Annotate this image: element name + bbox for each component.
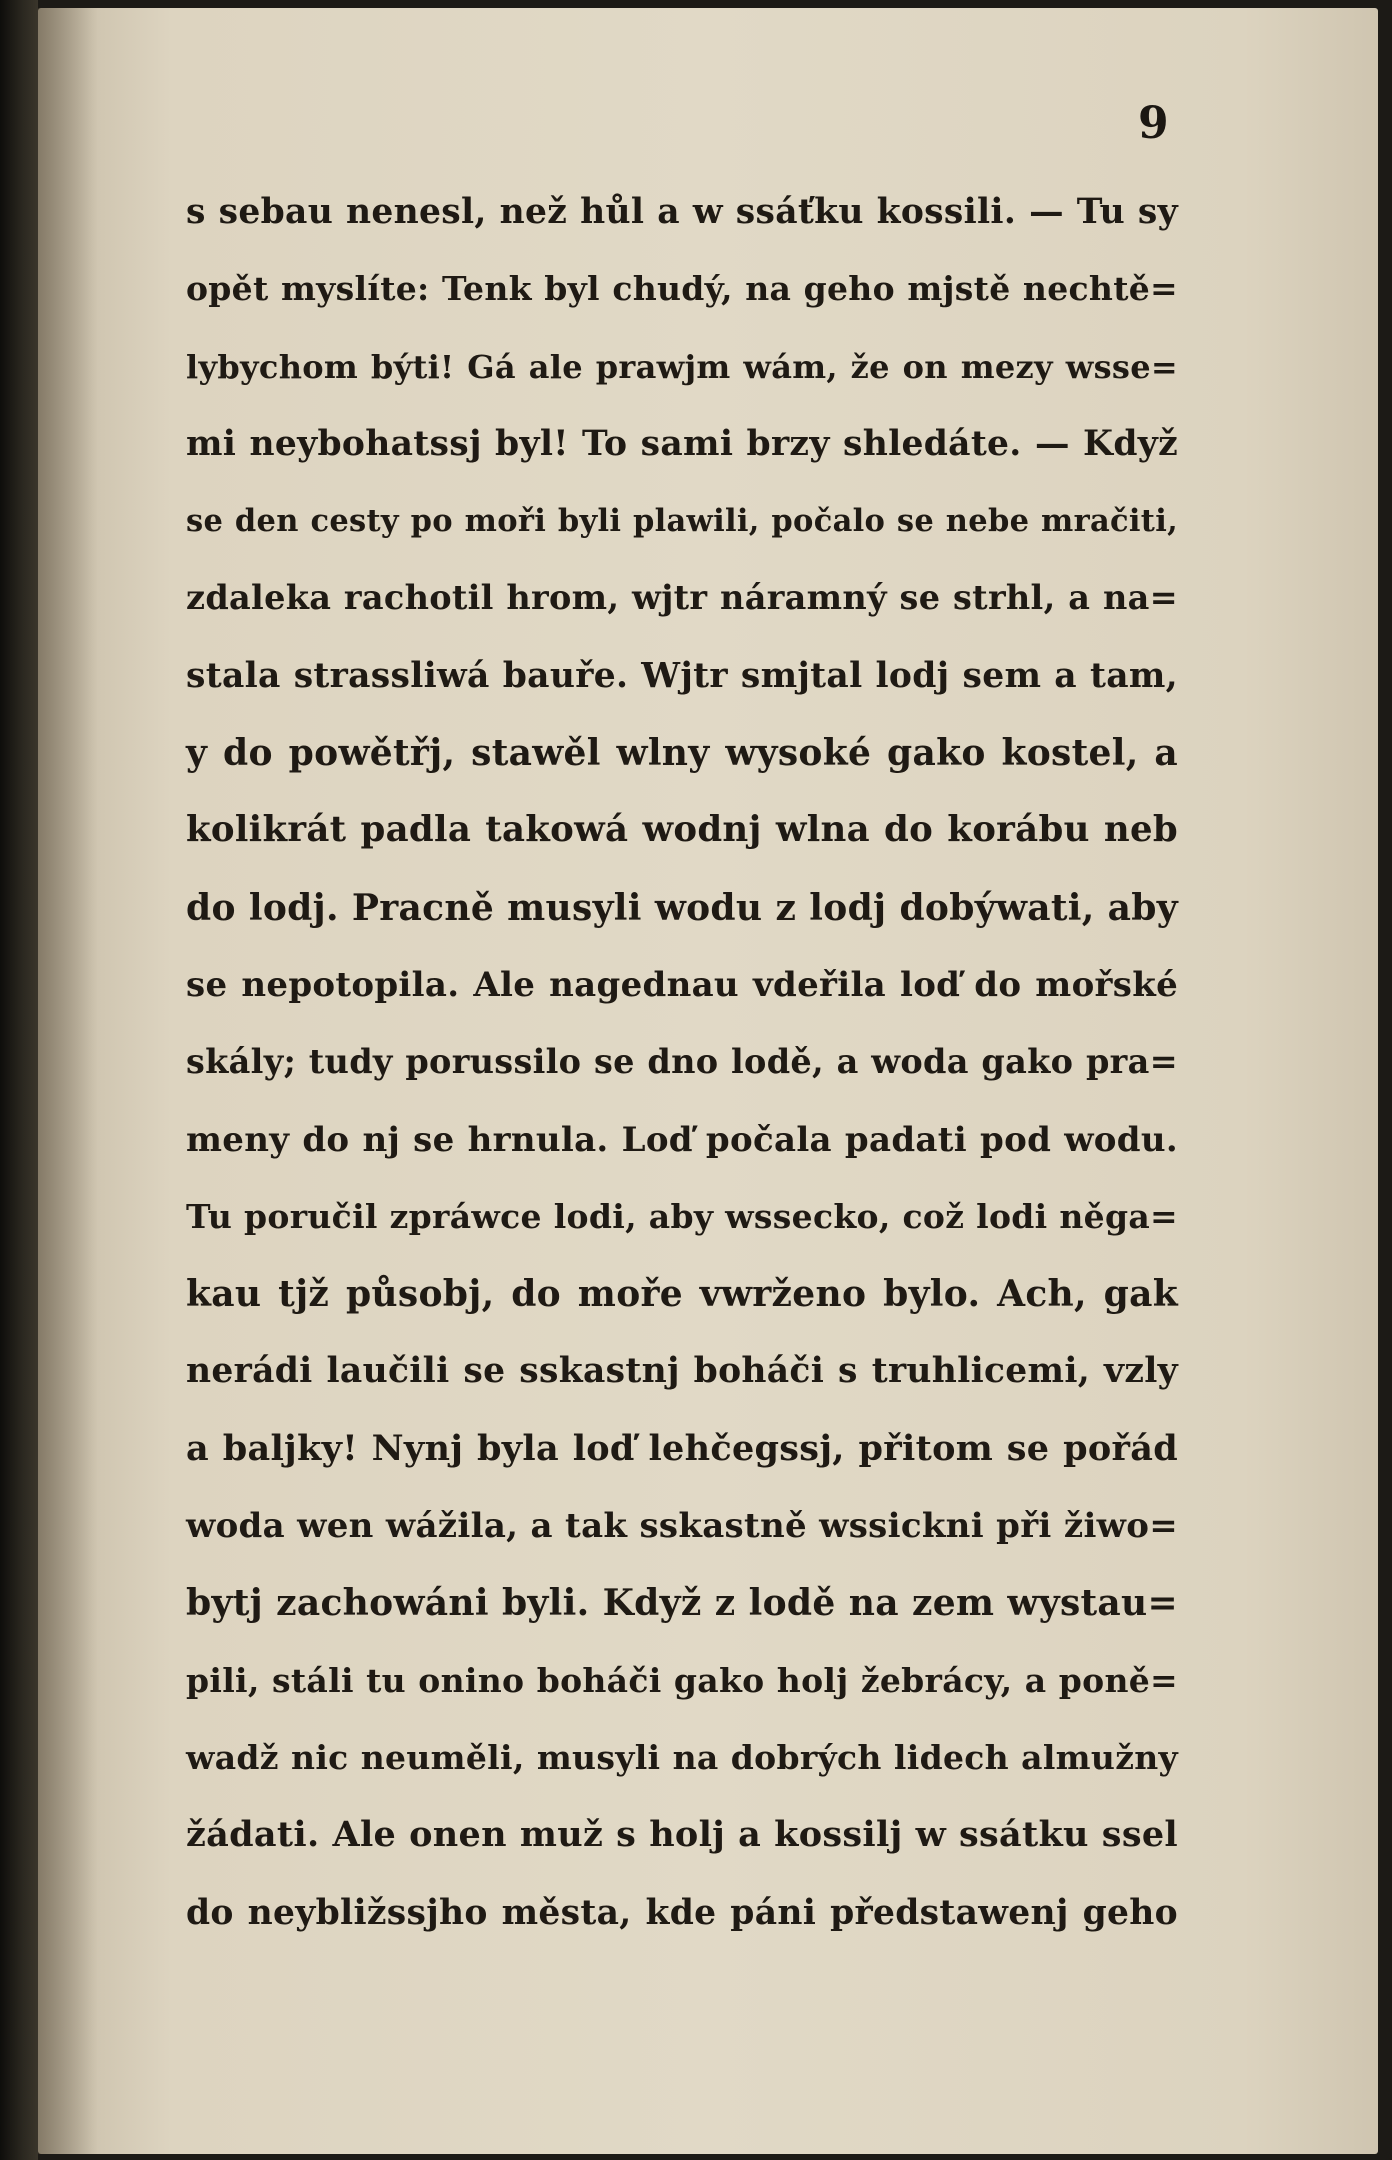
text-line: kau tjž působj, do moře vwrženo bylo. Ach, gak: [186, 1273, 1178, 1316]
page-number: 9: [1138, 98, 1169, 149]
text-line: s sebau nenesl, než hůl a w ssáťku kossili. — Tu sy: [186, 192, 1178, 232]
text-line: stala strassliwá bauře. Wjtr smjtal lodj sem a tam,: [186, 655, 1178, 696]
text-line: kolikrát padla takowá wodnj wlna do korábu neb: [186, 809, 1178, 851]
text-line: y do powětřj, stawěl wlny wysoké gako kostel, a: [186, 732, 1178, 775]
book-gutter: [0, 0, 38, 2160]
text-line: se nepotopila. Ale nagednau vdeřila loď do mořské: [186, 964, 1178, 1005]
text-line: wadž nic neuměli, musyli na dobrých lidech almužny: [186, 1737, 1178, 1777]
text-line: woda wen wážila, a tak sskastně wssickni při žiwo=: [186, 1506, 1178, 1547]
text-line: zdaleka rachotil hrom, wjtr náramný se strhl, a na=: [186, 578, 1178, 618]
text-line: žádati. Ale onen muž s holj a kossilj w ssátku ssel: [186, 1814, 1178, 1856]
text-line: do neybližssjho města, kde páni předstawenj geho: [186, 1892, 1178, 1933]
text-line: mi neybohatssj byl! To sami brzy shledáte. — Když: [186, 423, 1178, 464]
body-text: [186, 182, 1178, 1960]
text-line: Tu poručil zpráwce lodi, aby wssecko, což lodi něga=: [186, 1196, 1178, 1236]
text-line: bytj zachowáni byli. Když z lodě na zem wystau=: [186, 1582, 1178, 1625]
text-line: do lodj. Pracně musyli wodu z lodj dobýwati, aby: [186, 886, 1178, 929]
text-line: lybychom býti! Gá ale prawjm wám, že on mezy wsse=: [186, 347, 1178, 386]
text-line: nerádi laučili se sskastnj boháči s truhlicemi, vzly: [186, 1351, 1178, 1392]
text-line: se den cesty po moři byli plawili, počalo se nebe mračiti,: [186, 503, 1178, 540]
text-line: pili, stáli tu onino boháči gako holj žebrácy, a poně=: [186, 1660, 1178, 1700]
text-line: opět myslíte: Tenk byl chudý, na geho mjstě nechtě=: [186, 269, 1178, 309]
text-line: a baljky! Nynj byla loď lehčegssj, přitom se pořád: [186, 1427, 1178, 1469]
text-line: meny do nj se hrnula. Loď počala padati pod wodu.: [186, 1119, 1178, 1160]
spine-shadow: [38, 8, 98, 2154]
text-line: skály; tudy porussilo se dno lodě, a woda gako pra=: [186, 1042, 1178, 1082]
